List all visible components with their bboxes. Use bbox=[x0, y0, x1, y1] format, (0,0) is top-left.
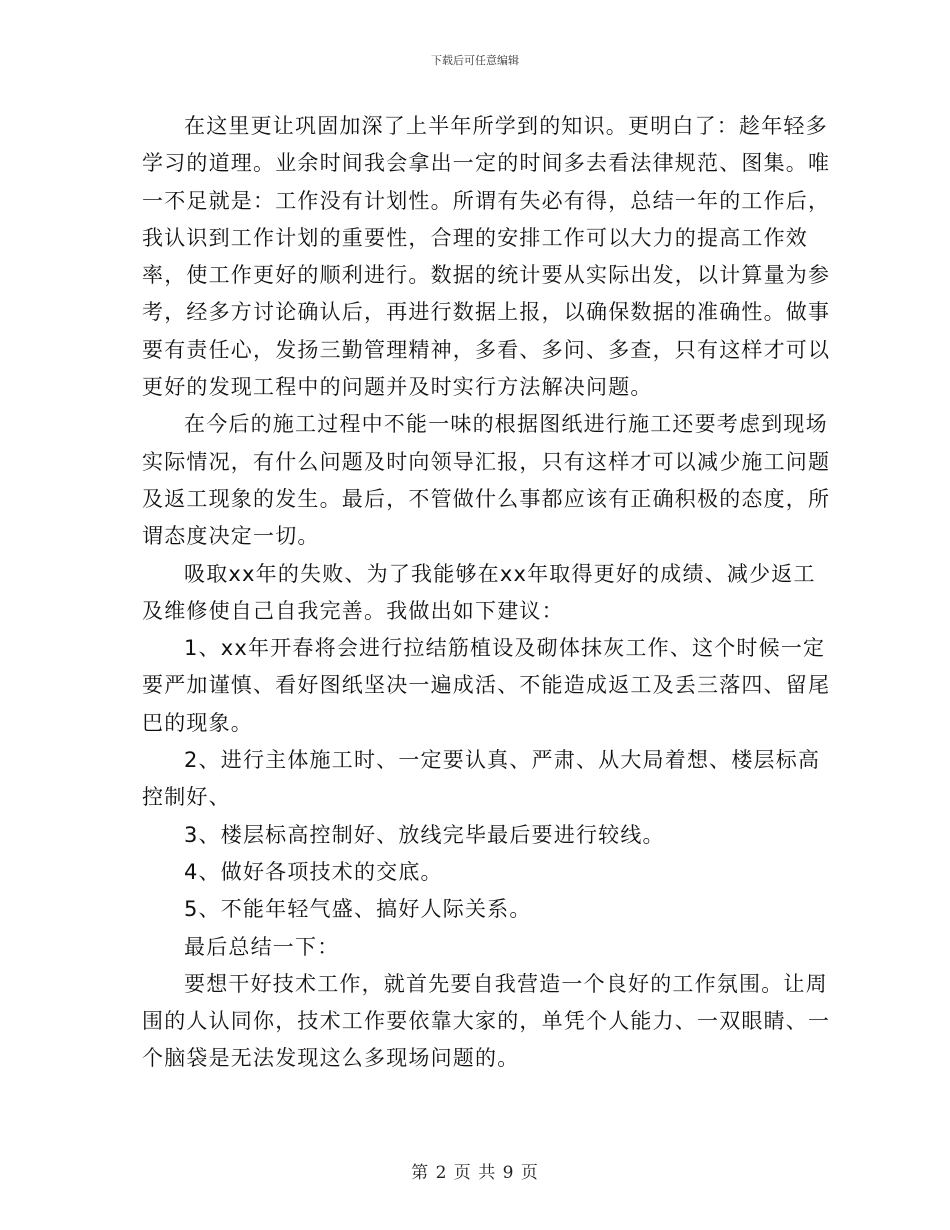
page-number-footer: 第 2 页 共 9 页 bbox=[411, 1163, 539, 1183]
paragraph-reflection: 在这里更让巩固加深了上半年所学到的知识。更明白了：趁年轻多学习的道理。业余时间我会拿出一定的时间多去看法律规范、图集。唯一不足就是：工作没有计划性。所谓有失必有得，总结一年的工作后，我认识到工作计划的重要性，合理的安排工作可以大力的提高工作效率，使工作更好的顺利进行。数据的统计要从实际出发，以计算量为参考，经多方讨论确认后，再进行数据上报，以确保数据的准确性。做事要有责任心，发扬三勤管理精神，多看、多问、多查，只有这样才可以更好的发现工程中的问题并及时实行方法解决问题。 bbox=[142, 114, 831, 400]
suggestion-item-1: 1、xx年开春将会进行拉结筋植设及砌体抹灰工作、这个时候一定要严加谨慎、看好图纸坚决一遍成活、不能造成返工及丢三落四、留尾巴的现象。 bbox=[142, 636, 831, 735]
paragraph-future-work: 在今后的施工过程中不能一味的根据图纸进行施工还要考虑到现场实际情况，有什么问题及时向领导汇报，只有这样才可以减少施工问题及返工现象的发生。最后，不管做什么事都应该有正确积极的态度，所谓态度决定一切。 bbox=[142, 412, 831, 549]
suggestion-item-3: 3、楼层标高控制好、放线完毕最后要进行较线。 bbox=[184, 822, 665, 847]
paragraph-summary: 要想干好技术工作，就首先要自我营造一个良好的工作氛围。让周围的人认同你，技术工作要依靠大家的，单凭个人能力、一双眼睛、一个脑袋是无法发现这么多现场问题的。 bbox=[142, 971, 831, 1071]
document-body bbox=[142, 108, 832, 1078]
summary-heading: 最后总结一下： bbox=[184, 934, 340, 959]
suggestion-item-4: 4、做好各项技术的交底。 bbox=[184, 859, 443, 884]
suggestion-item-2: 2、进行主体施工时、一定要认真、严肃、从大局着想、楼层标高控制好、 bbox=[142, 748, 821, 810]
page-header: 下载后可任意编辑 bbox=[431, 54, 519, 67]
paragraph-lessons: 吸取xx年的失败、为了我能够在xx年取得更好的成绩、减少返工及维修使自己自我完善。我做出如下建议： bbox=[142, 561, 816, 623]
suggestion-item-5: 5、不能年轻气盛、搞好人际关系。 bbox=[184, 897, 532, 922]
